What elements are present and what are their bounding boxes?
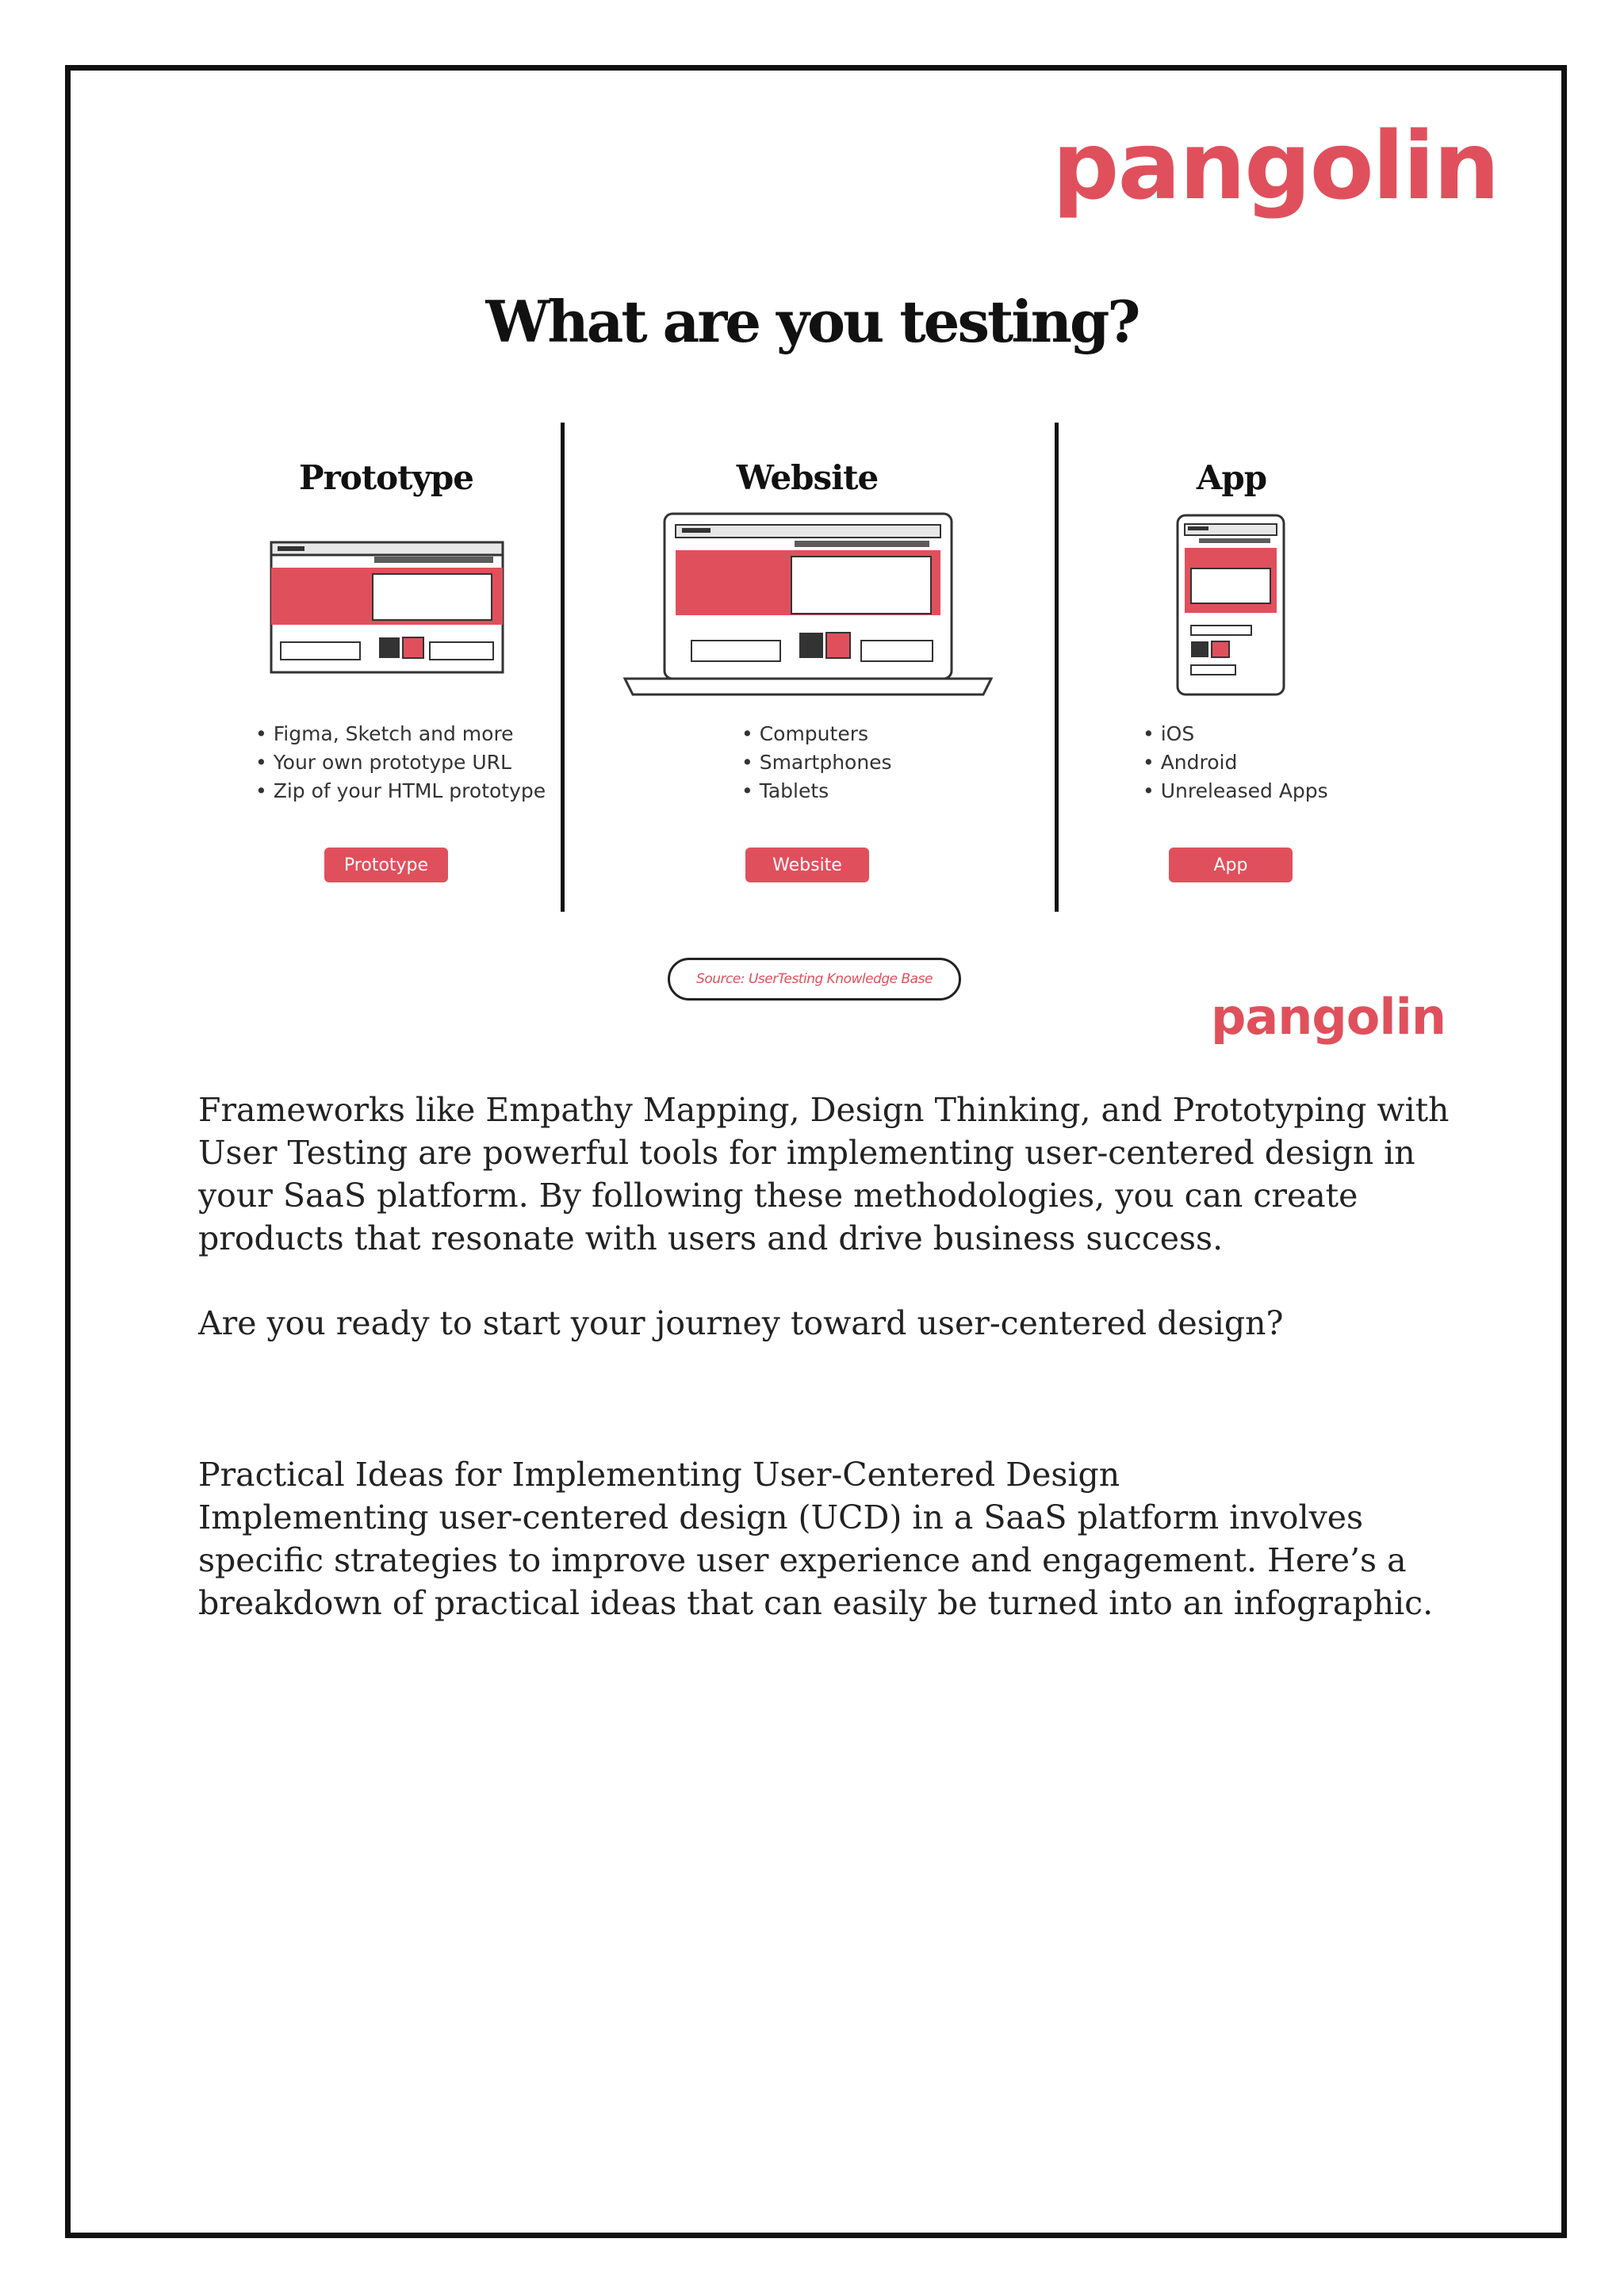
infographic-heading: What are you testing? (485, 288, 1139, 355)
prototype-title: Prototype (298, 458, 474, 497)
website-button[interactable]: Website (745, 848, 869, 882)
list-item: • Your own prototype URL (255, 748, 546, 777)
app-bullet-list (1143, 720, 1328, 806)
source-badge: Source: UserTesting Knowledge Base (668, 958, 961, 1001)
section-title: Practical Ideas for Implementing User-Centered Design (198, 1456, 1120, 1494)
browser-window-icon (270, 541, 504, 675)
app-title: App (1196, 458, 1267, 497)
list-item: • Figma, Sketch and more (255, 720, 546, 748)
website-bullet-list (741, 720, 892, 806)
paragraph-frameworks: Frameworks like Empathy Mapping, Design Thinking, and Prototyping with User Testing are powerful tools for implementing user-centered design in your SaaS platform. By following these methodologies, you can create products that resonate with users and drive business success. (198, 1091, 1450, 1257)
list-item: • Tablets (741, 777, 892, 806)
smartphone-icon (1175, 513, 1286, 697)
list-item: • iOS (1143, 720, 1328, 748)
list-item: • Zip of your HTML prototype (255, 777, 546, 806)
list-item: • Smartphones (741, 748, 892, 777)
list-item: • Unreleased Apps (1143, 777, 1328, 806)
app-button[interactable]: App (1169, 848, 1293, 882)
website-title: Website (736, 458, 879, 497)
pangolin-logo: pangolin (1052, 111, 1499, 220)
pangolin-logo-small: pangolin (1211, 988, 1446, 1046)
paragraph-question: Are you ready to start your journey toward user-centered design? (198, 1304, 1284, 1342)
paragraph-ucd: Implementing user-centered design (UCD) in a SaaS platform involves specific strategies to improve user experience and engagement. Here’s a breakdown of practical ideas that can easily be turned into an infographic. (198, 1498, 1434, 1622)
list-item: • Android (1143, 748, 1328, 777)
prototype-button[interactable]: Prototype (324, 848, 448, 882)
laptop-icon (623, 511, 993, 699)
prototype-bullet-list (255, 720, 546, 806)
list-item: • Computers (741, 720, 892, 748)
